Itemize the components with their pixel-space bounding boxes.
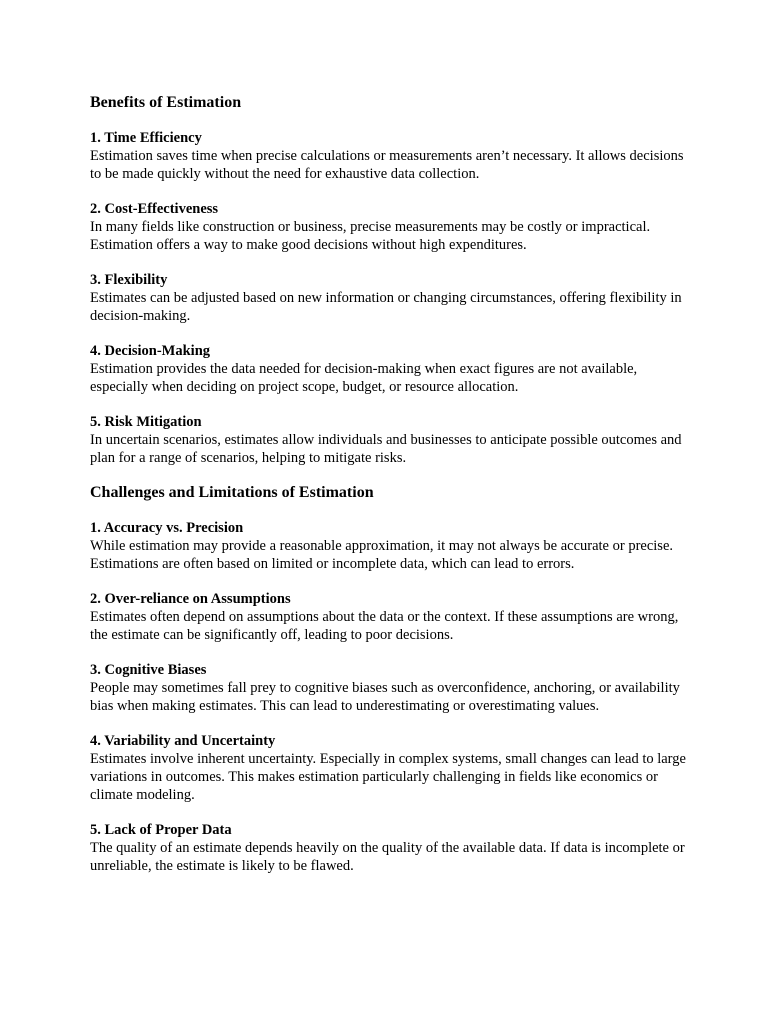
item-body: Estimation saves time when precise calculations or measurements aren’t necessary. It allows decisions to be made quickly without the need for exhaustive data collection.	[90, 148, 684, 182]
item-title: 4. Variability and Uncertainty	[90, 733, 276, 749]
list-item	[90, 732, 690, 804]
item-body: In uncertain scenarios, estimates allow individuals and businesses to anticipate possible outcomes and plan for a range of scenarios, helping to mitigate risks.	[90, 432, 682, 466]
item-body: Estimation provides the data needed for decision-making when exact figures are not available, especially when deciding on project scope, budget, or resource allocation.	[90, 361, 638, 395]
item-title: 5. Risk Mitigation	[90, 414, 202, 430]
item-body: People may sometimes fall prey to cognitive biases such as overconfidence, anchoring, or availability bias when making estimates. This can lead to underestimating or overestimating values.	[90, 680, 680, 714]
item-body: Estimates often depend on assumptions about the data or the context. If these assumptions are wrong, the estimate can be significantly off, leading to poor decisions.	[90, 609, 679, 643]
item-title: 4. Decision-Making	[90, 343, 211, 359]
list-item	[90, 129, 690, 183]
list-item	[90, 271, 690, 325]
item-title: 3. Cognitive Biases	[90, 662, 207, 678]
list-item	[90, 590, 690, 644]
section-heading-challenges: Challenges and Limitations of Estimation	[90, 484, 374, 501]
item-body: In many fields like construction or business, precise measurements may be costly or impractical. Estimation offers a way to make good decisions without high expenditures.	[90, 219, 651, 253]
item-body: While estimation may provide a reasonable approximation, it may not always be accurate or precise. Estimations are often based on limited or incomplete data, which can lead to errors.	[90, 538, 674, 572]
item-body: The quality of an estimate depends heavily on the quality of the available data. If data is incomplete or unreliable, the estimate is likely to be flawed.	[90, 840, 685, 874]
item-title: 2. Over-reliance on Assumptions	[90, 591, 291, 607]
document-page	[90, 92, 690, 875]
list-item	[90, 821, 690, 875]
item-body: Estimates can be adjusted based on new information or changing circumstances, offering flexibility in decision-making.	[90, 290, 682, 324]
item-title: 5. Lack of Proper Data	[90, 822, 232, 838]
item-title: 2. Cost-Effectiveness	[90, 201, 219, 217]
item-title: 1. Time Efficiency	[90, 130, 202, 146]
list-item	[90, 413, 690, 467]
list-item	[90, 661, 690, 715]
item-title: 1. Accuracy vs. Precision	[90, 520, 244, 536]
section-heading-benefits: Benefits of Estimation	[90, 94, 242, 111]
list-item	[90, 519, 690, 573]
list-item	[90, 342, 690, 396]
list-item	[90, 200, 690, 254]
item-title: 3. Flexibility	[90, 272, 168, 288]
item-body: Estimates involve inherent uncertainty. Especially in complex systems, small changes can lead to large variations in outcomes. This makes estimation particularly challenging in fields like economics or climate modeling.	[90, 751, 686, 803]
